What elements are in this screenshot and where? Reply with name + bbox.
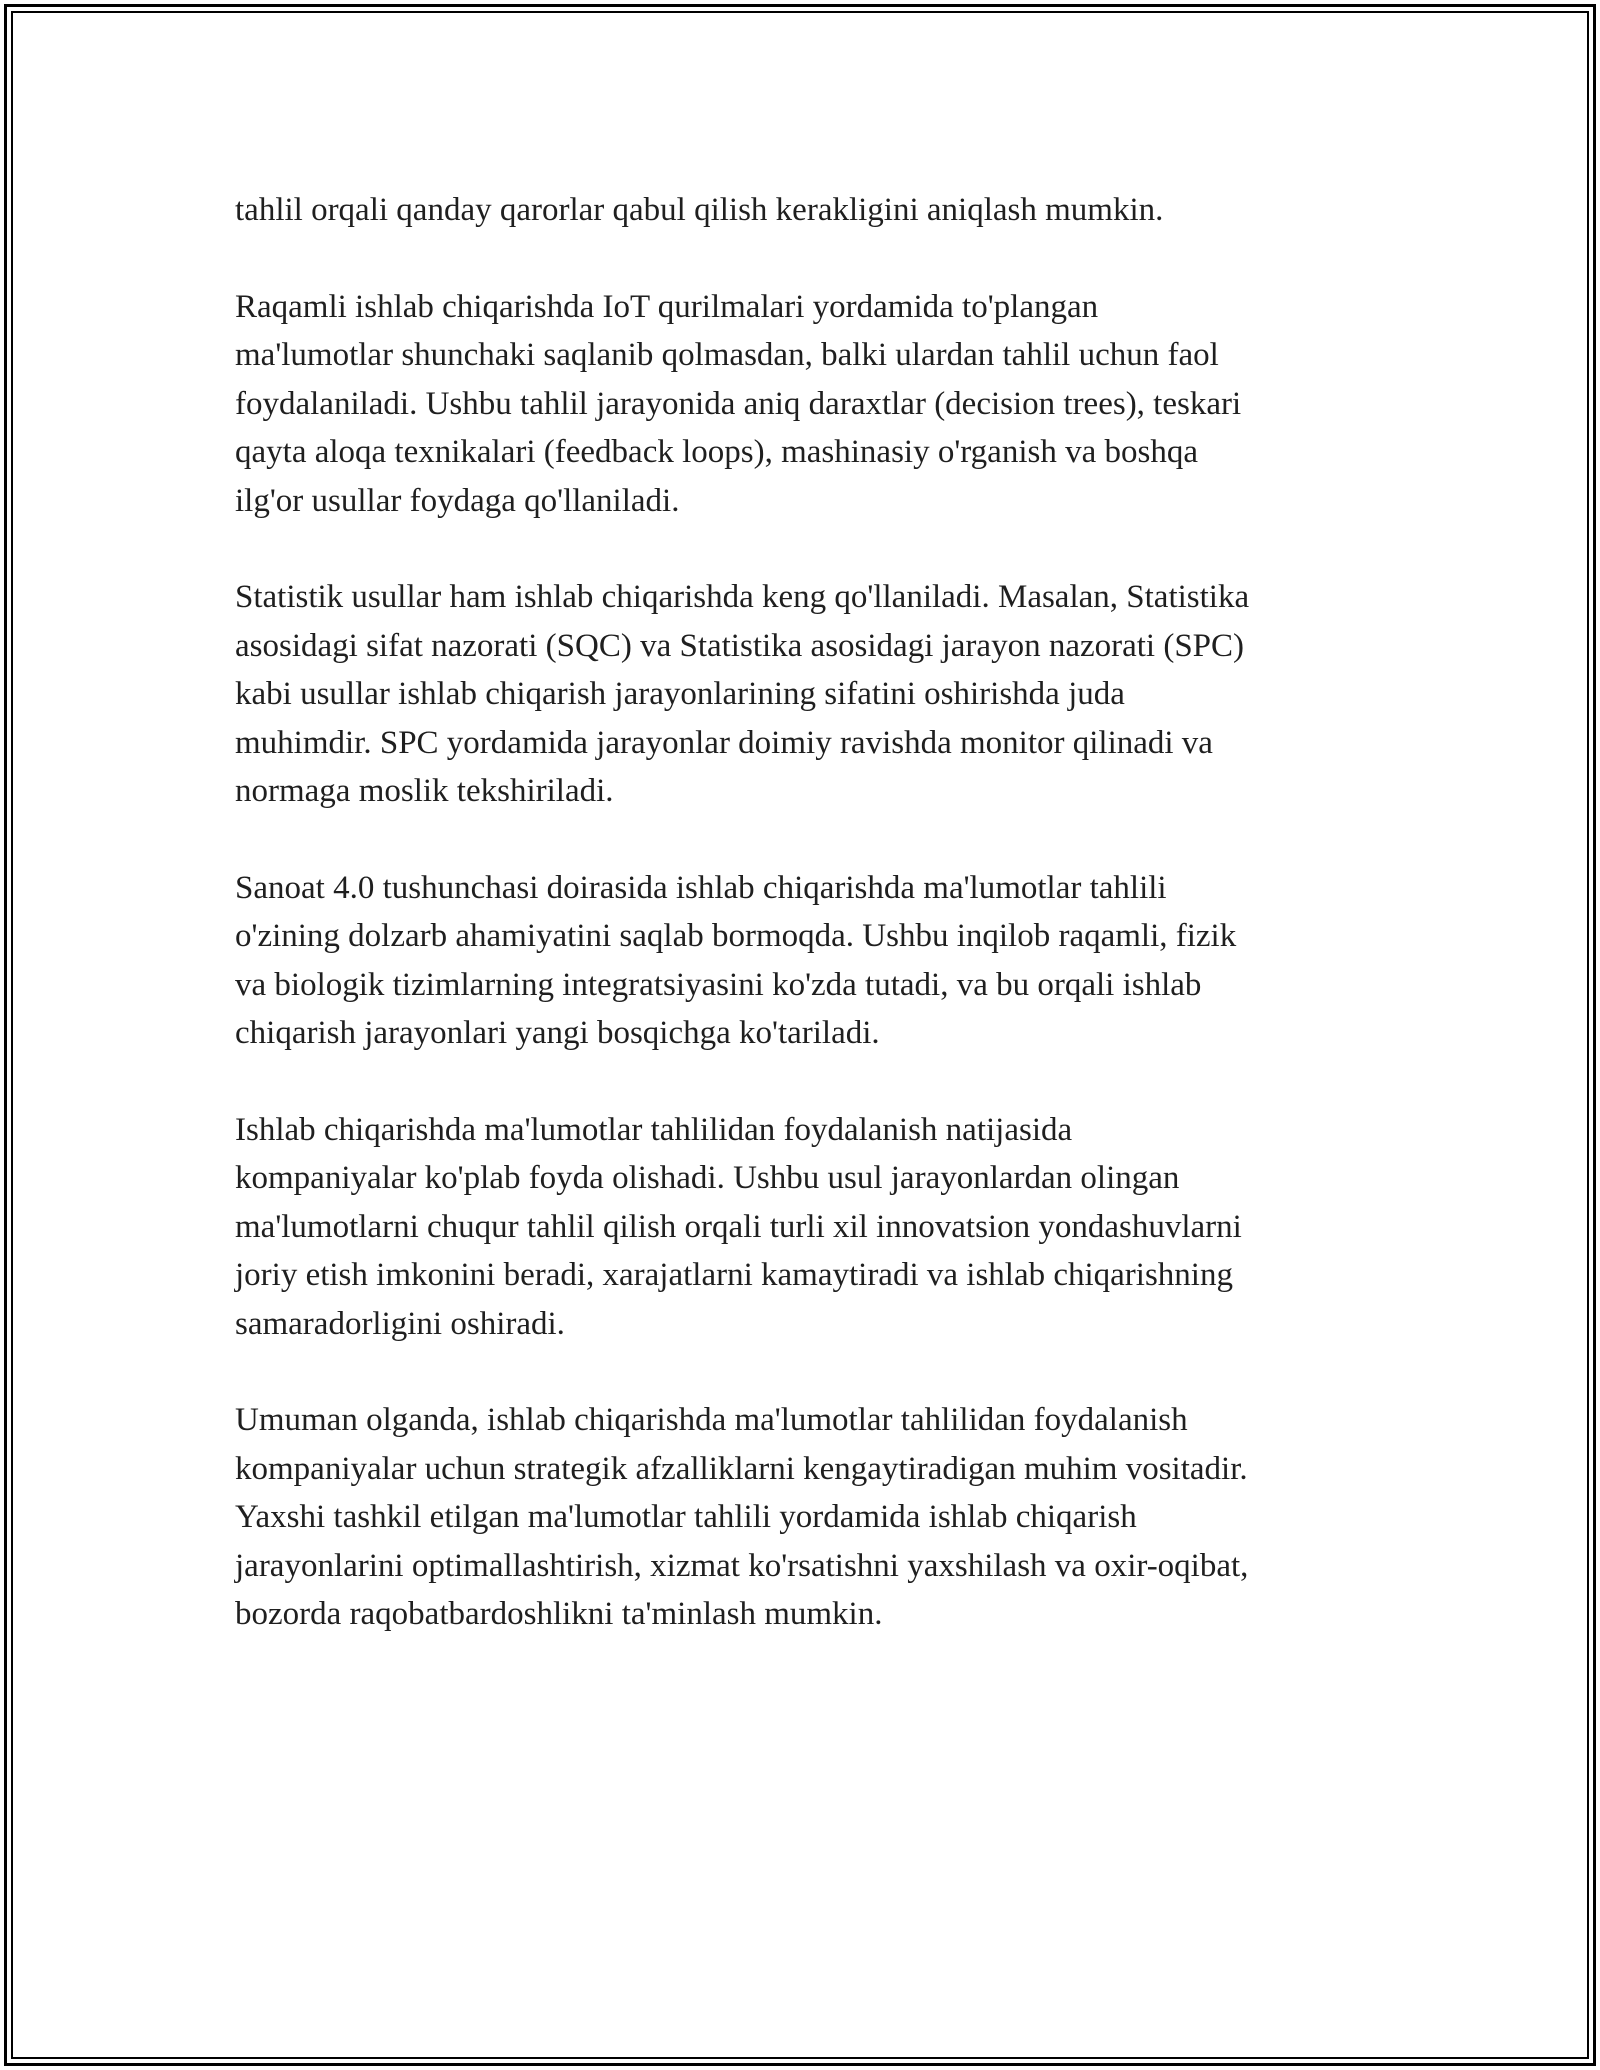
text-line: ma'lumotlar shunchaki saqlanib qolmasdan, balki ulardan tahlil uchun faol bbox=[235, 337, 1219, 373]
text-line: ma'lumotlarni chuqur tahlil qilish orqali turli xil innovatsion yondashuvlarni bbox=[235, 1208, 1242, 1245]
text-line: bozorda raqobatbardoshlikni ta'minlash mumkin. bbox=[235, 1596, 883, 1632]
paragraph-4 bbox=[235, 864, 1375, 1058]
text-line: va biologik tizimlarning integratsiyasini ko'zda tutadi, va bu orqali ishlab bbox=[235, 966, 1202, 1003]
text-line: o'zining dolzarb ahamiyatini saqlab bormoqda. Ushbu inqilob raqamli, fizik bbox=[235, 918, 1237, 954]
text-line: asosidagi sifat nazorati (SQC) va Statistika asosidagi jarayon nazorati (SPC) bbox=[235, 627, 1245, 664]
text-line: muhimdir. SPC yordamida jarayonlar doimiy ravishda monitor qilinadi va bbox=[235, 724, 1213, 761]
text-line: tahlil orqali qanday qarorlar qabul qilish kerakligini aniqlash mumkin. bbox=[235, 192, 1164, 228]
text-line: Sanoat 4.0 tushunchasi doirasida ishlab chiqarishda ma'lumotlar tahlili bbox=[235, 869, 1167, 906]
text-line: kabi usullar ishlab chiqarish jarayonlarining sifatini oshirishda juda bbox=[235, 676, 1125, 712]
text-line: Statistik usullar ham ishlab chiqarishda keng qo'llaniladi. Masalan, Statistika bbox=[235, 579, 1250, 615]
text-line: samaradorligini oshiradi. bbox=[235, 1305, 565, 1342]
document-body bbox=[235, 186, 1375, 1687]
text-line: kompaniyalar uchun strategik afzalliklarni kengaytiradigan muhim vositadir. bbox=[235, 1450, 1248, 1487]
text-line: jarayonlarini optimallashtirish, xizmat ko'rsatishni yaxshilash va oxir-oqibat, bbox=[235, 1547, 1249, 1584]
text-line: normaga moslik tekshiriladi. bbox=[235, 773, 614, 809]
paragraph-1 bbox=[235, 186, 1375, 235]
text-line: ilg'or usullar foydaga qo'llaniladi. bbox=[235, 482, 680, 519]
paragraph-2 bbox=[235, 283, 1375, 526]
paragraph-3 bbox=[235, 573, 1375, 816]
text-line: qayta aloqa texnikalari (feedback loops), mashinasiy o'rganish va boshqa bbox=[235, 434, 1198, 470]
paragraph-6 bbox=[235, 1396, 1375, 1639]
paragraph-5 bbox=[235, 1106, 1375, 1349]
text-line: joriy etish imkonini beradi, xarajatlarni kamaytiradi va ishlab chiqarishning bbox=[235, 1257, 1233, 1293]
text-line: Raqamli ishlab chiqarishda IoT qurilmalari yordamida to'plangan bbox=[235, 288, 1099, 325]
text-line: foydalaniladi. Ushbu tahlil jarayonida aniq daraxtlar (decision trees), teskari bbox=[235, 385, 1242, 422]
text-line: chiqarish jarayonlari yangi bosqichga ko'tariladi. bbox=[235, 1015, 880, 1051]
text-line: Umuman olganda, ishlab chiqarishda ma'lumotlar tahlilidan foydalanish bbox=[235, 1402, 1188, 1438]
text-line: Ishlab chiqarishda ma'lumotlar tahlilidan foydalanish natijasida bbox=[235, 1111, 1073, 1148]
text-line: Yaxshi tashkil etilgan ma'lumotlar tahlili yordamida ishlab chiqarish bbox=[235, 1499, 1137, 1535]
text-line: kompaniyalar ko'plab foyda olishadi. Ushbu usul jarayonlardan olingan bbox=[235, 1160, 1180, 1196]
